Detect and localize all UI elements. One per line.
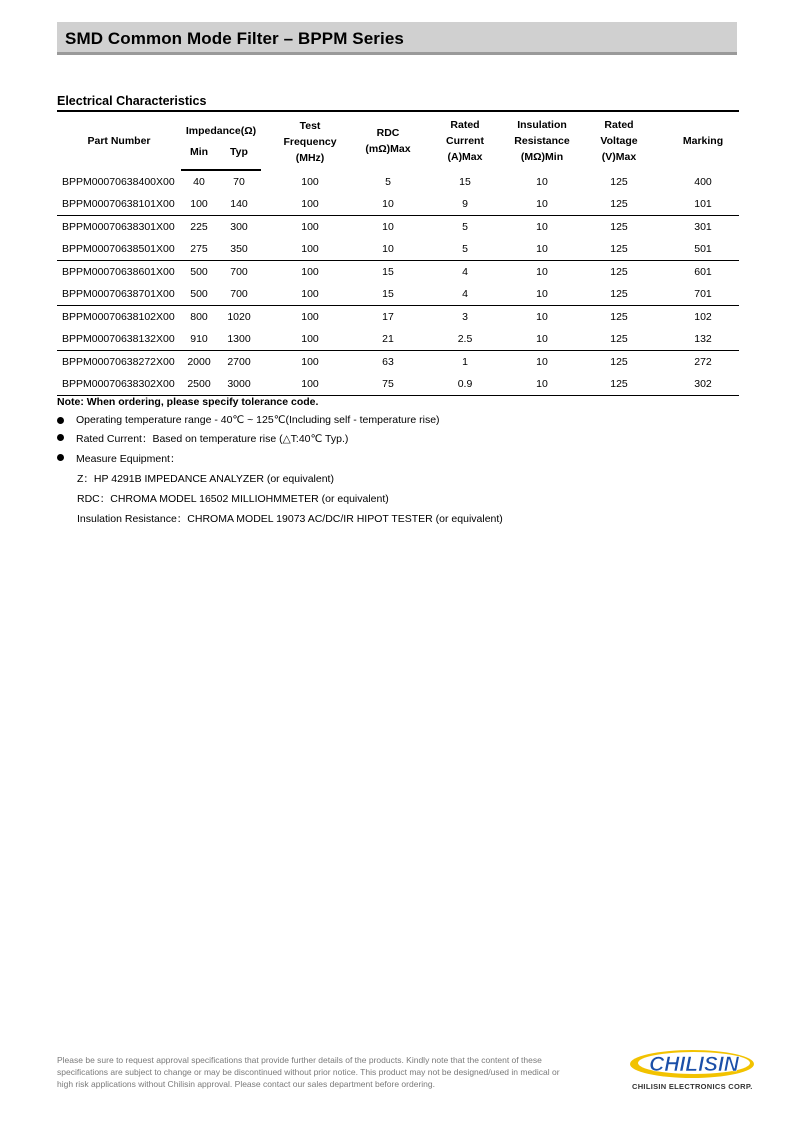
cell-rdc-max: 15 [359,283,417,306]
cell-rdc-max: 75 [359,373,417,396]
bullet-icon [57,417,64,424]
cell-marking: 132 [667,328,739,351]
cell-impedance-min: 500 [190,266,208,278]
cell-impedance-typ: 3000 [217,373,261,396]
cell-test-frequency: 100 [261,328,359,351]
cell-insulation-resistance: 10 [513,238,571,261]
cell-marking: 302 [667,373,739,396]
cell-rated-current: 0.9 [417,373,513,396]
col-header-rdc: RDC (mΩ)Max [359,111,417,170]
cell-part-number: BPPM00070638501X00 [57,238,181,261]
table-row [57,170,739,193]
table-row [57,373,739,396]
cell-impedance-min: 275 [181,238,217,261]
chilisin-logo-icon [628,1045,762,1081]
equipment-insulation: Insulation Resistance：CHROMA MODEL 19073 AC/DC/IR HIPOT TESTER (or equivalent) [77,513,503,525]
cell-rdc-max: 10 [359,238,417,261]
cell-rated-voltage: 125 [571,373,667,396]
cell-test-frequency: 100 [301,175,319,188]
cell-rdc-max: 5 [385,175,391,188]
cell-rated-voltage: 125 [571,283,667,306]
col-header-typ: Typ [217,142,261,170]
cell-impedance-typ: 1300 [217,328,261,351]
col-header-min: Min [181,142,217,170]
table-row [57,328,739,351]
cell-test-frequency: 100 [261,193,359,216]
equipment-impedance: Z：HP 4291B IMPEDANCE ANALYZER (or equivalent) [77,473,334,485]
col-header-test-frequency: Test Frequency (MHz) [261,111,359,170]
cell-test-frequency: 100 [301,266,319,278]
cell-part-number: BPPM00070638132X00 [57,328,181,351]
footer-disclaimer: Please be sure to request approval specifications that provide further details of the products. Kindly note that the content of these specifications are subject to change or may be discontinued without prior notice. This product may not be designed/used in medical or high risk applications without Chilisin approval. Please contact our sales department before ordering. [57,1055,560,1089]
cell-test-frequency: 100 [261,238,359,261]
table-body [57,170,739,396]
cell-insulation-resistance: 10 [513,193,571,216]
cell-marking: 701 [667,283,739,306]
cell-rated-current: 4 [462,266,468,278]
cell-impedance-min: 800 [190,311,208,323]
cell-impedance-typ: 700 [230,266,248,278]
table-row [57,261,739,284]
cell-test-frequency: 100 [301,311,319,323]
col-header-impedance: Impedance(Ω) [181,111,261,142]
cell-insulation-resistance: 10 [513,373,571,396]
cell-rdc-max: 10 [382,221,394,233]
table-row [57,238,739,261]
cell-part-number: BPPM00070638301X00 [62,221,175,233]
cell-impedance-typ: 70 [233,176,245,188]
cell-marking: 101 [667,193,739,216]
cell-impedance-typ: 300 [230,221,248,233]
cell-marking: 601 [694,266,712,278]
cell-marking: 102 [694,311,712,323]
cell-rated-voltage: 125 [571,328,667,351]
cell-test-frequency: 100 [261,373,359,396]
cell-part-number: BPPM00070638101X00 [57,193,181,216]
cell-rated-voltage: 125 [610,221,628,233]
cell-part-number: BPPM00070638601X00 [62,266,175,278]
cell-marking: 301 [694,221,712,233]
col-header-marking: Marking [667,111,739,170]
cell-insulation-resistance: 10 [536,221,548,233]
cell-test-frequency: 100 [301,356,319,368]
col-header-rated-voltage: Rated Voltage (V)Max [571,111,667,170]
table-row [57,306,739,329]
col-header-part-number: Part Number [57,111,181,170]
cell-impedance-min: 910 [181,328,217,351]
cell-impedance-min: 100 [181,193,217,216]
cell-rated-current: 2.5 [417,328,513,351]
table-row [57,193,739,216]
cell-rdc-max: 15 [382,266,394,278]
cell-marking: 501 [667,238,739,261]
cell-marking: 400 [694,175,712,188]
table-row [57,283,739,306]
electrical-characteristics-table [57,110,739,396]
svg-text:CHILISIN: CHILISIN [649,1053,739,1076]
cell-part-number: BPPM00070638400X00 [62,175,175,188]
cell-rated-current: 5 [462,221,468,233]
cell-rated-voltage: 125 [610,356,628,368]
table-row [57,351,739,374]
equipment-rdc: RDC：CHROMA MODEL 16502 MILLIOHMMETER (or equivalent) [77,493,389,505]
company-logo [628,1045,762,1095]
cell-impedance-min: 225 [190,221,208,233]
cell-insulation-resistance: 10 [513,283,571,306]
cell-rated-current: 5 [417,238,513,261]
cell-rated-voltage: 125 [571,238,667,261]
note-measure-equipment: Measure Equipment： [57,451,747,466]
note-operating-temperature: Operating temperature range - 40℃ ~ 125℃(Including self - temperature rise) [57,414,747,426]
table-row [57,216,739,239]
cell-insulation-resistance: 10 [536,175,548,188]
cell-rdc-max: 21 [359,328,417,351]
cell-marking: 272 [694,356,712,368]
cell-impedance-typ: 2700 [227,356,251,368]
cell-rated-voltage: 125 [571,193,667,216]
cell-insulation-resistance: 10 [536,311,548,323]
cell-rdc-max: 10 [359,193,417,216]
col-header-insulation-resistance: Insulation Resistance (MΩ)Min [513,111,571,170]
cell-impedance-min: 500 [181,283,217,306]
notes-section [57,396,747,531]
cell-rated-voltage: 125 [610,175,628,188]
cell-rated-current: 1 [462,356,468,368]
col-header-rated-current: Rated Current (A)Max [417,111,513,170]
cell-test-frequency: 100 [261,283,359,306]
note-rated-current: Rated Current：Based on temperature rise (△T:40℃ Typ.) [57,431,747,446]
cell-rated-current: 4 [417,283,513,306]
bullet-icon [57,434,64,441]
ordering-note: Note: When ordering, please specify tolerance code. [57,396,319,408]
cell-test-frequency: 100 [301,221,319,233]
section-title: Electrical Characteristics [57,94,207,108]
cell-rated-voltage: 125 [610,311,628,323]
cell-rated-voltage: 125 [610,266,628,278]
cell-rated-current: 9 [417,193,513,216]
cell-rated-current: 3 [462,311,468,323]
cell-rated-current: 15 [459,175,471,188]
company-name: CHILISIN ELECTRONICS CORP. [632,1082,753,1091]
cell-impedance-min: 40 [193,176,205,188]
cell-impedance-typ: 700 [217,283,261,306]
cell-part-number: BPPM00070638701X00 [57,283,181,306]
cell-impedance-min: 2500 [181,373,217,396]
cell-part-number: BPPM00070638102X00 [62,311,175,323]
bullet-icon [57,454,64,461]
cell-impedance-typ: 140 [217,193,261,216]
cell-impedance-min: 2000 [187,356,211,368]
cell-part-number: BPPM00070638272X00 [62,356,175,368]
title-banner [57,22,737,55]
cell-part-number: BPPM00070638302X00 [57,373,181,396]
cell-impedance-typ: 1020 [227,311,251,323]
cell-rdc-max: 63 [382,356,394,368]
cell-insulation-resistance: 10 [536,266,548,278]
cell-insulation-resistance: 10 [536,356,548,368]
cell-rdc-max: 17 [382,311,394,323]
cell-impedance-typ: 350 [217,238,261,261]
page-title: SMD Common Mode Filter – BPPM Series [65,29,404,48]
cell-insulation-resistance: 10 [513,328,571,351]
